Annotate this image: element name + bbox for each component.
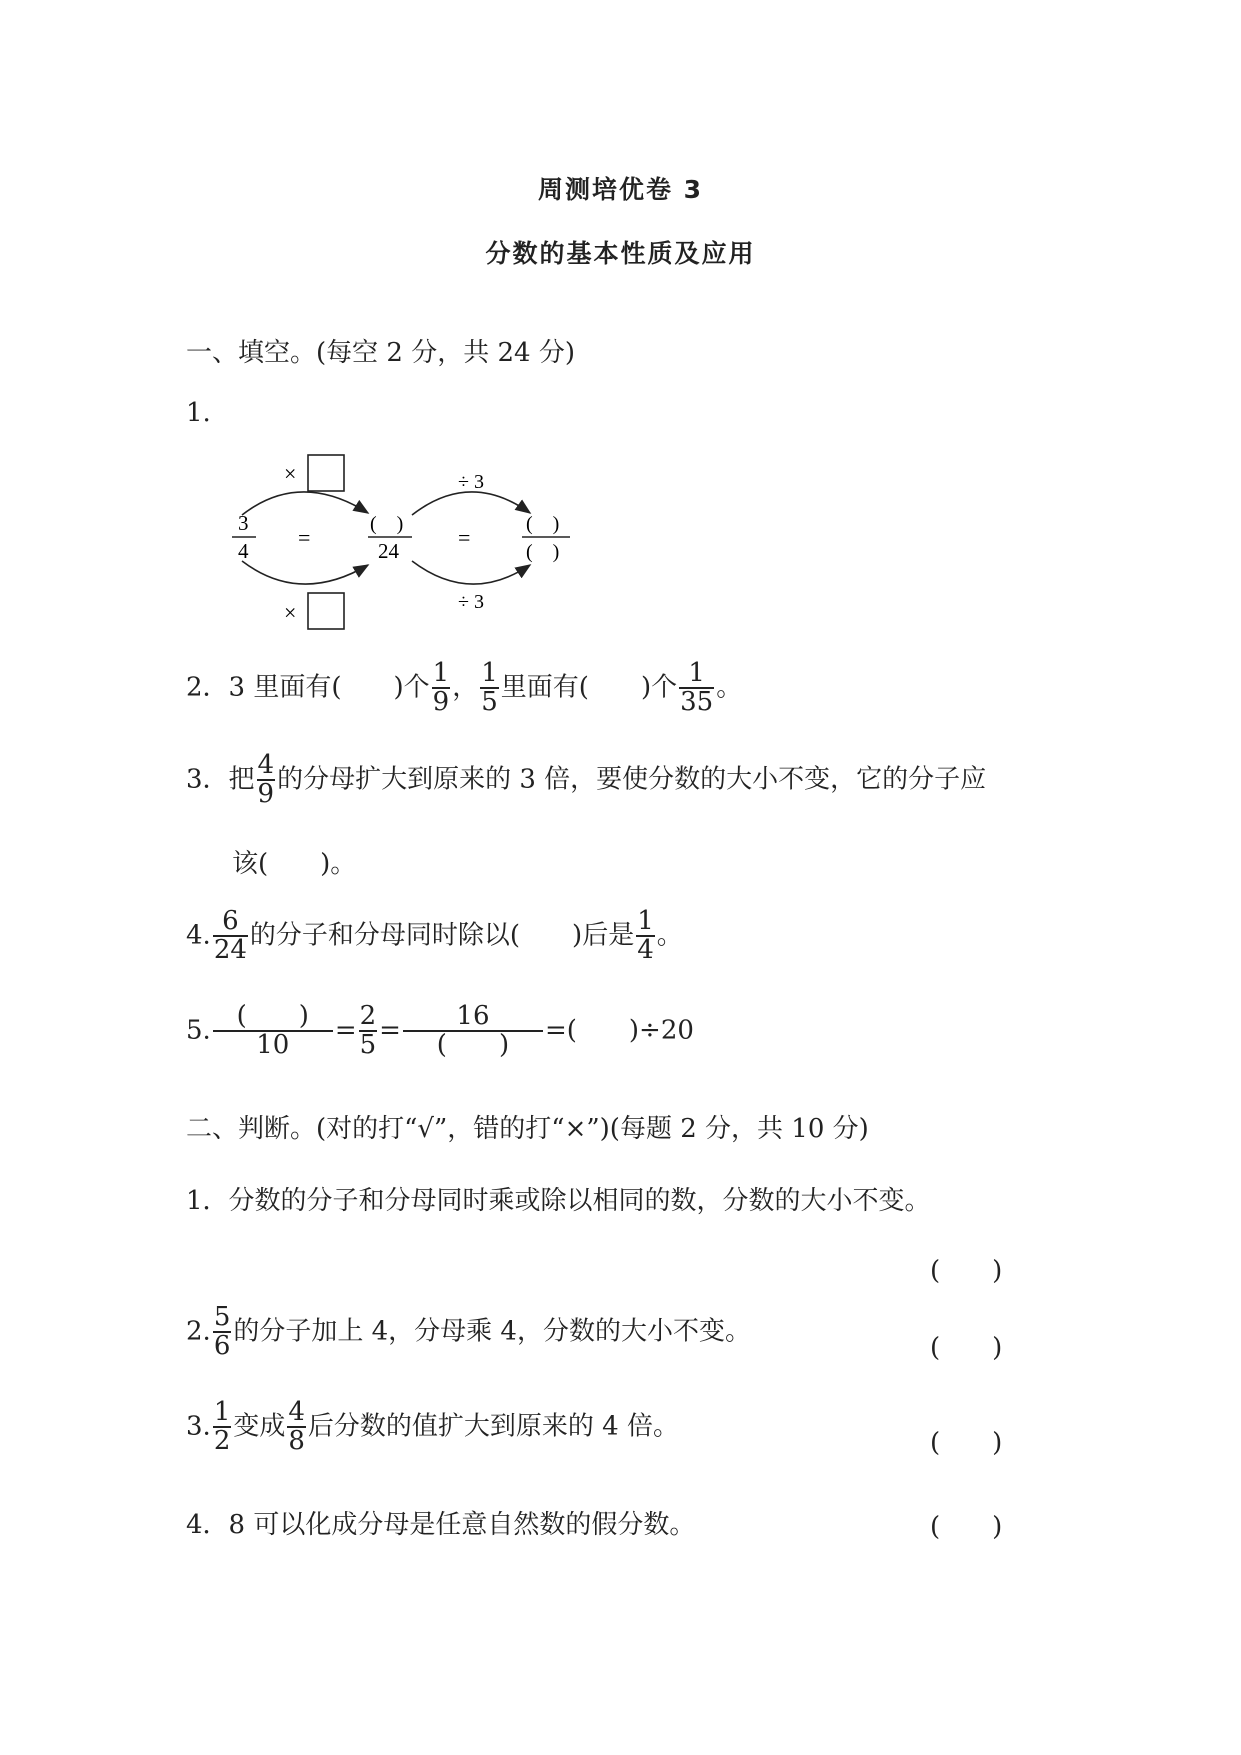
mul-top-box[interactable] <box>308 455 344 491</box>
frac-4-8: $\frac{4}{8}$ <box>288 1397 305 1457</box>
s2-q3-row: 3. $\frac{1}{2}$ 变成 $\frac{4}{8}$ 后分数的值扩大到原来的 4 倍。 <box>186 1397 679 1457</box>
page-title: 周测培优卷 3 <box>537 175 704 204</box>
arc-top-right <box>412 492 530 515</box>
page-subtitle: 分数的基本性质及应用 <box>485 239 756 268</box>
arc-bottom-right <box>412 561 530 584</box>
frac-1-4: $\frac{1}{4}$ <box>637 906 654 966</box>
q2-row: 2．3 里面有( )个 $\frac{1}{9}$ ， $\frac{1}{5}$ 里面有( )个 $\frac{1}{35}$ 。 <box>186 658 743 718</box>
frac-2-5: $\frac{2}{5}$ <box>359 1001 377 1061</box>
s2-q3-paren[interactable]: ( ) <box>930 1428 1003 1458</box>
section2-heading: 二、判断。(对的打“√”，错的打“×”)(每题 2 分，共 10 分) <box>186 1114 869 1144</box>
q1-end-den[interactable]: ( ) <box>526 541 560 563</box>
q2-blank1[interactable] <box>342 666 394 703</box>
arc-bottom-left <box>242 561 368 584</box>
div-bottom-label: ÷ 3 <box>458 591 484 613</box>
mul-bottom-box[interactable] <box>308 593 344 629</box>
mul-top-sign: × <box>284 461 297 486</box>
q4-row: 4. $\frac{6}{24}$ 的分子和分母同时除以( )后是 $\frac{1}{4}$ 。 <box>186 906 683 966</box>
q1-mid-num[interactable]: ( ) <box>370 513 404 535</box>
s2-q4-text: 4．8 可以化成分母是任意自然数的假分数。 <box>186 1510 696 1540</box>
q1-frac-den: 4 <box>238 539 249 563</box>
frac-blank-10[interactable]: $\frac{( )}{10}$ <box>213 1003 333 1060</box>
section1-heading: 一、填空。(每空 2 分，共 24 分) <box>186 338 575 368</box>
s2-q1-paren[interactable]: ( ) <box>930 1256 1003 1286</box>
q3-row: 3．把 $\frac{4}{9}$ 的分母扩大到原来的 3 倍，要使分数的大小不变，它的分子应 <box>186 750 987 810</box>
q5-tail[interactable]: ( )÷20 <box>566 1015 694 1046</box>
frac-4-9: $\frac{4}{9}$ <box>257 750 275 810</box>
q3-line2[interactable]: 该( )。 <box>232 849 357 879</box>
q1-end-num[interactable]: ( ) <box>526 513 560 535</box>
q1-eq1: = <box>298 525 311 550</box>
frac-1-2: $\frac{1}{2}$ <box>213 1397 231 1457</box>
div-top-label: ÷ 3 <box>458 471 484 493</box>
q1-mid-den: 24 <box>378 539 399 563</box>
mul-bottom-sign: × <box>284 600 297 625</box>
frac-1-9: $\frac{1}{9}$ <box>432 658 450 718</box>
frac-6-24: $\frac{6}{24}$ <box>213 906 247 966</box>
s2-q2-row: 2. $\frac{5}{6}$ 的分子加上 4，分母乘 4，分数的大小不变。 <box>186 1302 751 1362</box>
frac-5-6: $\frac{5}{6}$ <box>213 1302 231 1362</box>
q2-blank2[interactable] <box>589 666 641 703</box>
q1-eq2: = <box>458 525 471 550</box>
s2-q2-paren[interactable]: ( ) <box>930 1333 1003 1363</box>
arc-top-left <box>242 492 368 515</box>
s2-q1-text: 1．分数的分子和分母同时乘或除以相同的数，分数的大小不变。 <box>186 1186 931 1216</box>
q1-label: 1. <box>186 398 211 428</box>
frac-1-35: $\frac{1}{35}$ <box>680 658 714 718</box>
q1-frac-num: 3 <box>238 511 249 535</box>
q5-row: 5. $\frac{( )}{10}$ = $\frac{2}{5}$ = $\frac{16}{( )}$ =( )÷20 <box>186 1001 694 1061</box>
q1-diagram <box>220 445 600 635</box>
frac-16-blank[interactable]: $\frac{16}{( )}$ <box>403 1003 543 1060</box>
frac-1-5: $\frac{1}{5}$ <box>481 658 498 718</box>
s2-q4-paren[interactable]: ( ) <box>930 1512 1003 1542</box>
